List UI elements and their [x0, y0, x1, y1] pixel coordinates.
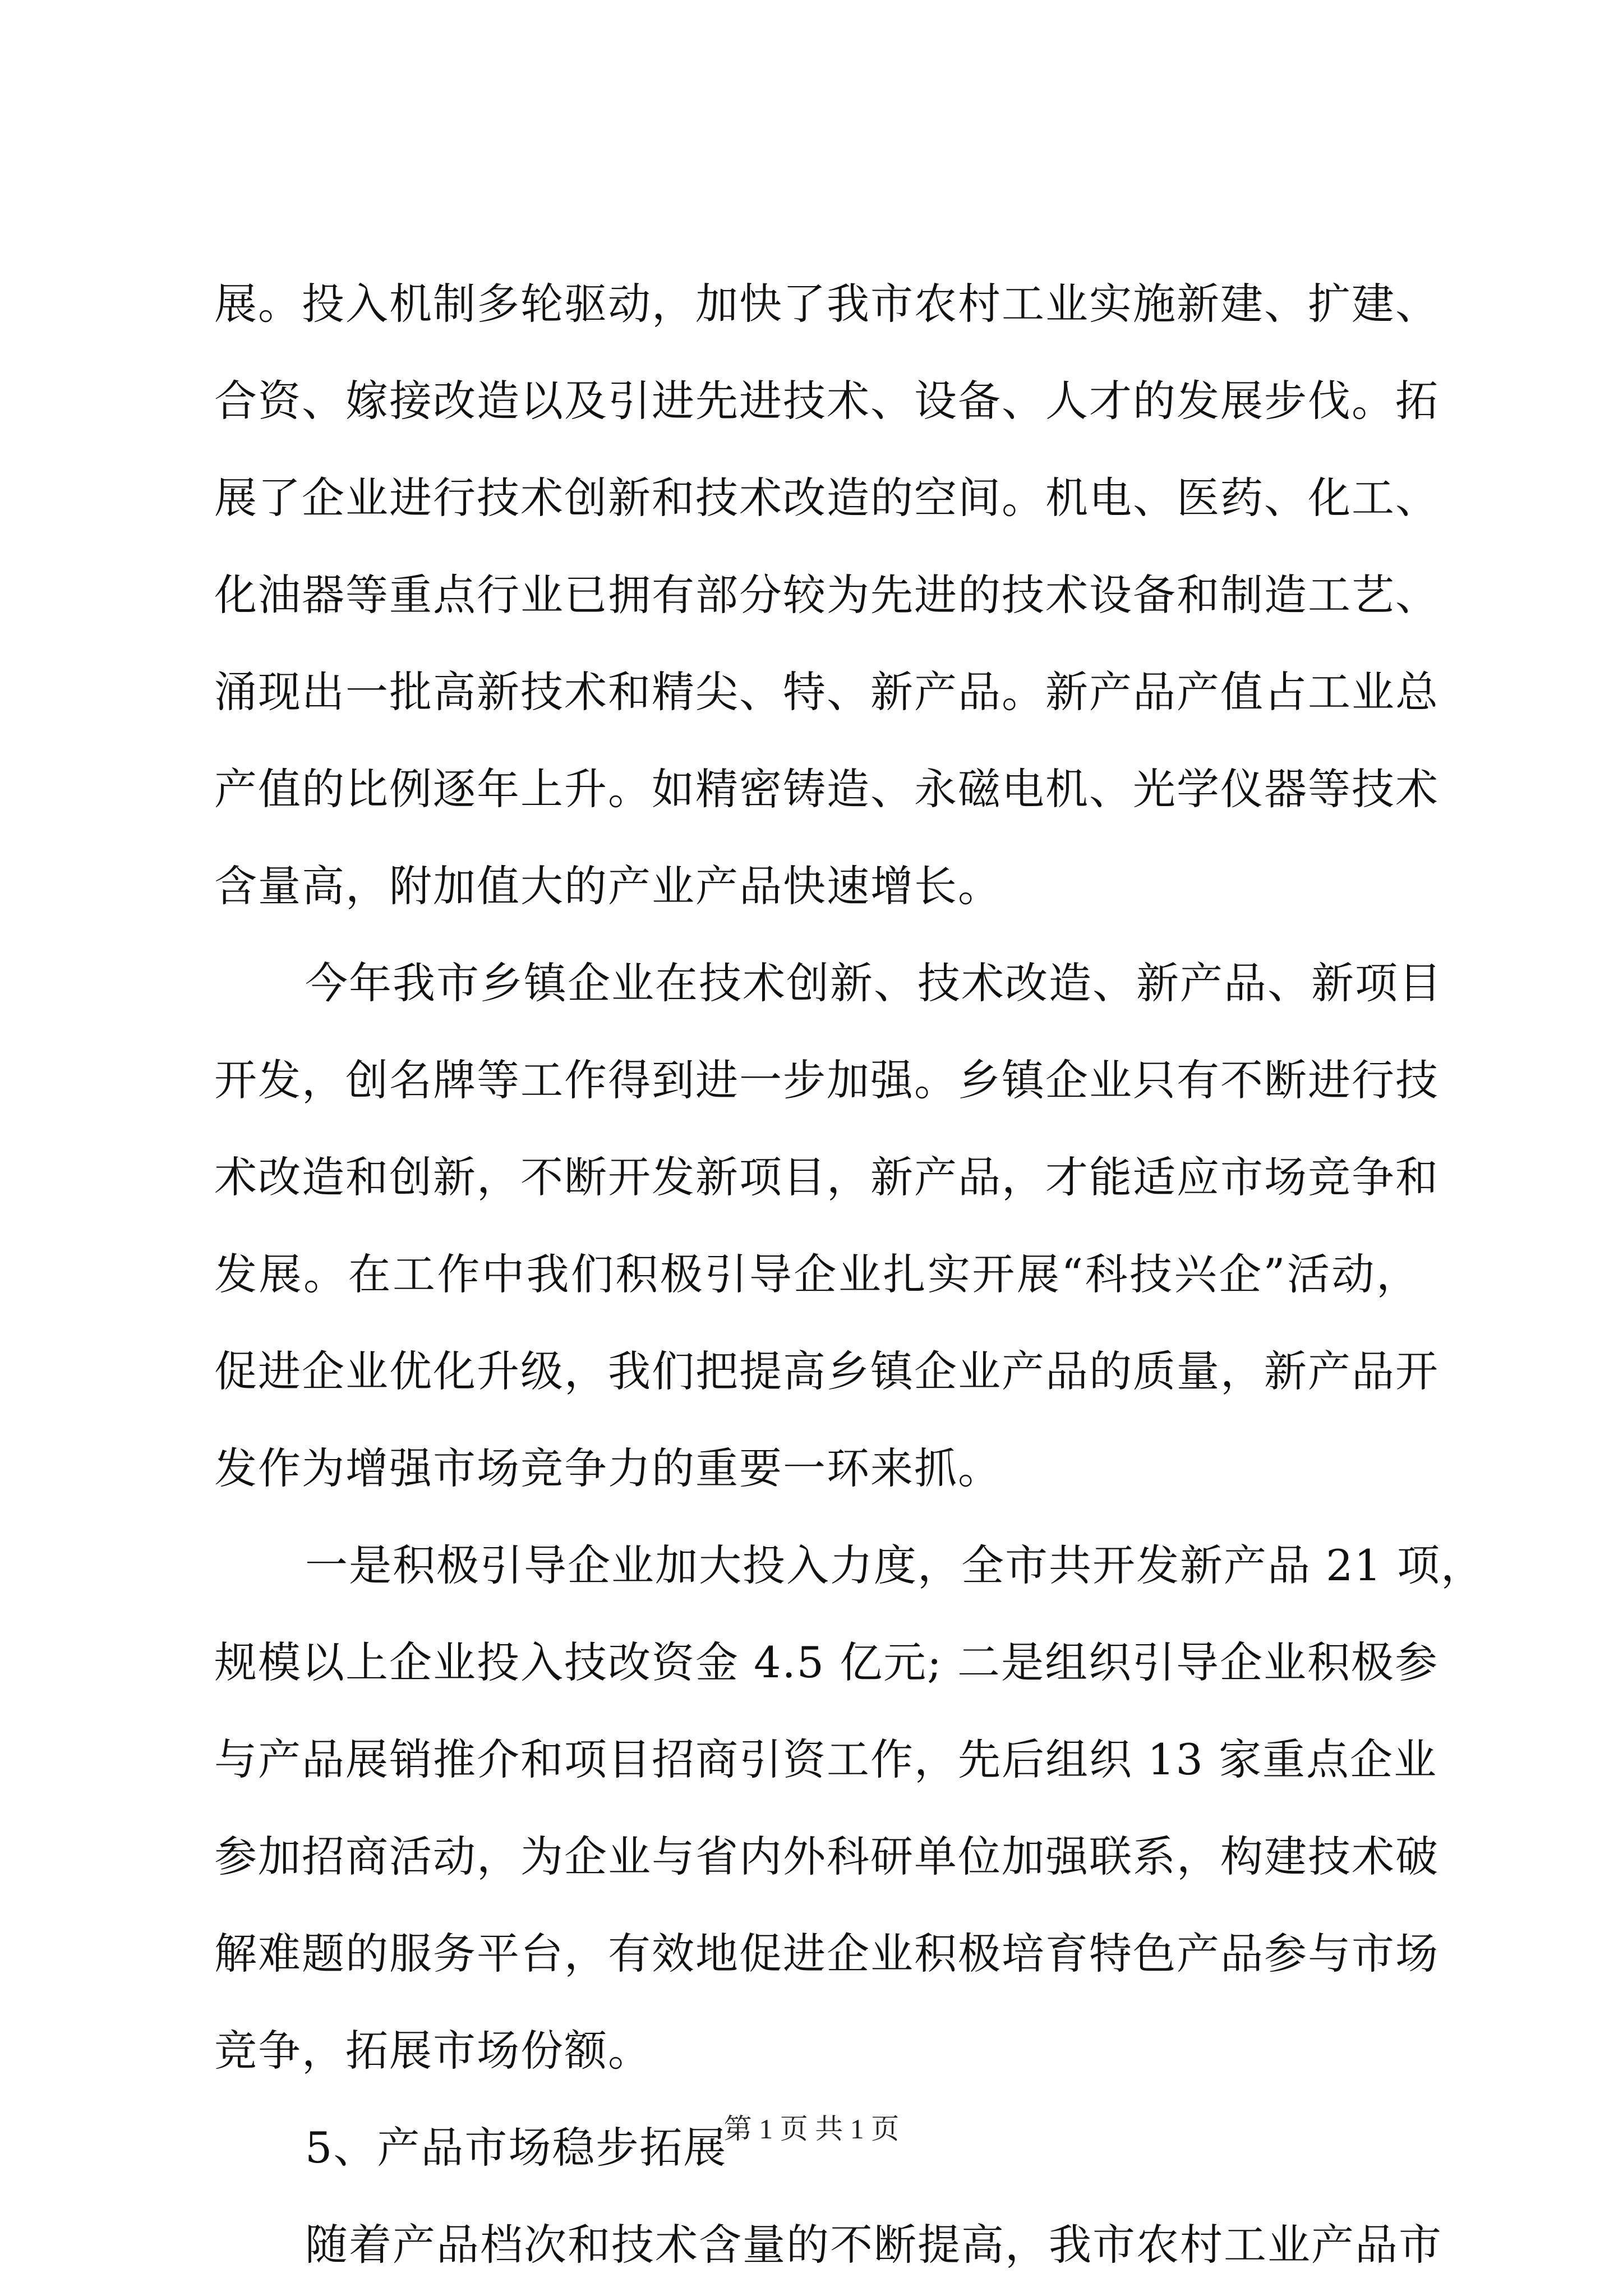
- text-line: 术改造和创新，不断开发新项目，新产品，才能适应市场竞争和: [214, 1152, 1439, 1202]
- text-line: 发展。在工作中我们积极引导企业扎实开展“科技兴企”活动，: [214, 1249, 1420, 1299]
- document-body: [214, 255, 1485, 2293]
- text-line: 规模以上企业投入技改资金 4.5 亿元; 二是组织引导企业积极参: [214, 1637, 1438, 1687]
- text-line: 参加招商活动，为企业与省内外科研单位加强联系，构建技术破: [214, 1832, 1439, 1881]
- text-line: 含量高，附加值大的产业产品快速增长。: [214, 861, 1002, 911]
- text-line: 竞争，拓展市场份额。: [214, 2026, 652, 2076]
- text-line: 合资、嫁接改造以及引进先进技术、设备、人才的发展步伐。拓: [214, 376, 1439, 426]
- text-line: 展了企业进行技术创新和技术改造的空间。机电、医药、化工、: [214, 473, 1439, 523]
- text-line: 展。投入机制多轮驱动，加快了我市农村工业实施新建、扩建、: [214, 279, 1439, 329]
- paragraph-first-line: 随着产品档次和技术含量的不断提高，我市农村工业产品市: [305, 2220, 1442, 2270]
- text-line: 开发，创名牌等工作得到进一步加强。乡镇企业只有不断进行技: [214, 1055, 1439, 1105]
- text-line: 化油器等重点行业已拥有部分较为先进的技术设备和制造工艺、: [214, 570, 1439, 620]
- text-line: 促进企业优化升级，我们把提高乡镇企业产品的质量，新产品开: [214, 1346, 1439, 1396]
- text-line: 发作为增强市场竞争力的重要一环来抓。: [214, 1443, 1002, 1493]
- text-line: 产值的比例逐年上升。如精密铸造、永磁电机、光学仪器等技术: [214, 764, 1439, 814]
- text-line: 解难题的服务平台，有效地促进企业积极培育特色产品参与市场: [214, 1929, 1439, 1978]
- paragraph-first-line: 今年我市乡镇企业在技术创新、技术改造、新产品、新项目: [305, 958, 1442, 1008]
- paragraph-first-line: 一是积极引导企业加大投入力度，全市共开发新产品 21 项，: [305, 1540, 1485, 1590]
- text-line: 涌现出一批高新技术和精尖、特、新产品。新产品产值占工业总: [214, 667, 1439, 717]
- section-heading: 5、产品市场稳步拓展: [305, 2123, 727, 2173]
- page-footer: 第 1 页 共 1 页: [723, 2113, 900, 2145]
- text-line: 与产品展销推介和项目招商引资工作，先后组织 13 家重点企业: [214, 1734, 1438, 1784]
